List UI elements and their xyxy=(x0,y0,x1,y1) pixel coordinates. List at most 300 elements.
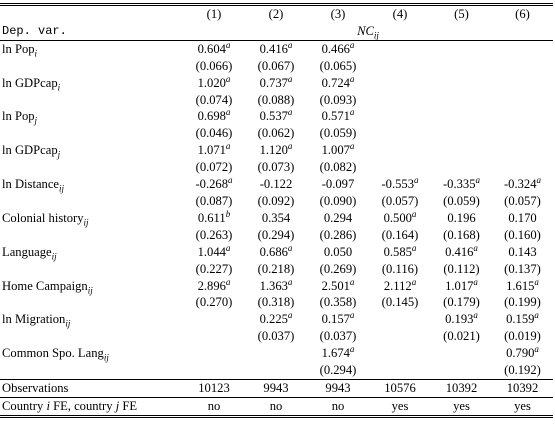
standard-error-cell xyxy=(245,125,307,142)
se-row xyxy=(0,328,553,345)
standard-error-cell xyxy=(492,261,553,278)
column-number: (4) xyxy=(392,7,408,21)
variable-label: ln Distance xyxy=(2,177,60,192)
coefficient-cell xyxy=(369,108,431,125)
coefficient-value: 2.896 xyxy=(197,278,226,293)
variable-subscript: ij xyxy=(65,318,71,329)
coefficient-cell xyxy=(183,142,245,159)
coefficient-cell xyxy=(183,278,245,295)
variable-label-cell xyxy=(0,210,183,227)
coefficient-value: 0.170 xyxy=(508,210,537,225)
standard-error-cell xyxy=(183,125,245,142)
coef-row xyxy=(0,244,553,261)
coefficient-value: 1.007 xyxy=(321,143,350,158)
standard-error-cell xyxy=(369,159,431,176)
standard-error-cell xyxy=(307,362,369,379)
coefficient-value: 0.604 xyxy=(197,41,226,56)
significance-marker: a xyxy=(534,310,539,321)
coefficient-cell xyxy=(245,210,307,227)
standard-error-value: (0.270) xyxy=(195,295,233,310)
column-number-cell xyxy=(369,5,431,23)
standard-error-value: (0.059) xyxy=(319,126,357,141)
significance-marker: a xyxy=(225,242,231,253)
standard-error-value: (0.037) xyxy=(257,329,295,344)
coefficient-cell xyxy=(431,176,492,193)
significance-marker: a xyxy=(534,276,539,287)
fe-label-mid: FE, country xyxy=(49,398,116,413)
coefficient-value: 0.500 xyxy=(383,210,412,225)
coefficient-value: -0.268 xyxy=(195,177,229,192)
se-label-blank xyxy=(0,159,183,176)
significance-marker: a xyxy=(349,310,355,321)
standard-error-cell xyxy=(492,193,553,210)
standard-error-cell xyxy=(369,328,431,345)
standard-error-value: (0.145) xyxy=(381,295,419,310)
column-number-cell xyxy=(431,5,492,23)
significance-marker: a xyxy=(225,141,231,152)
standard-error-value: (0.218) xyxy=(257,261,295,276)
observations-value: 10392 xyxy=(506,380,539,395)
significance-marker: a xyxy=(225,107,231,118)
standard-error-cell xyxy=(245,58,307,75)
significance-marker: a xyxy=(287,141,293,152)
variable-label: ln Pop xyxy=(2,109,35,124)
fixed-effects-value-cell xyxy=(431,397,492,416)
observations-label-cell xyxy=(0,379,183,397)
depvar-name-cell xyxy=(183,23,553,40)
coef-row xyxy=(0,142,553,159)
depvar-label: Dep. var. xyxy=(2,23,67,38)
coefficient-value: 1.020 xyxy=(197,75,226,90)
se-label-blank xyxy=(0,125,183,142)
se-label-blank xyxy=(0,261,183,278)
observations-value-cell xyxy=(369,379,431,397)
standard-error-cell xyxy=(369,125,431,142)
coefficient-cell xyxy=(492,210,553,227)
standard-error-value: (0.116) xyxy=(381,261,419,276)
significance-marker: a xyxy=(411,242,417,253)
significance-marker: a xyxy=(411,208,417,219)
variable-label-cell xyxy=(0,278,183,295)
column-number: (6) xyxy=(515,7,530,21)
coefficient-cell xyxy=(183,75,245,92)
coefficient-cell xyxy=(307,40,369,57)
standard-error-value: (0.067) xyxy=(257,58,295,73)
coef-row xyxy=(0,311,553,328)
significance-marker: a xyxy=(536,174,542,185)
coef-row xyxy=(0,210,553,227)
standard-error-value: (0.164) xyxy=(381,227,419,242)
standard-error-cell xyxy=(245,193,307,210)
standard-error-cell xyxy=(245,227,307,244)
standard-error-value: (0.088) xyxy=(257,92,295,107)
se-row xyxy=(0,125,553,142)
standard-error-value: (0.062) xyxy=(257,126,295,141)
standard-error-cell xyxy=(307,227,369,244)
coefficient-cell xyxy=(431,210,492,227)
column-number-cell xyxy=(183,5,245,23)
variable-subscript: ij xyxy=(59,183,65,194)
variable-subscript: ij xyxy=(51,251,57,262)
coefficient-cell xyxy=(307,75,369,92)
observations-value-cell xyxy=(431,379,492,397)
coefficient-cell xyxy=(183,210,245,227)
coefficient-value: -0.553 xyxy=(381,177,415,192)
coefficient-cell xyxy=(245,75,307,92)
standard-error-cell xyxy=(183,261,245,278)
standard-error-value: (0.021) xyxy=(443,329,480,344)
coef-row xyxy=(0,40,553,57)
fixed-effects-value: no xyxy=(331,398,345,413)
fixed-effects-value-cell xyxy=(369,397,431,416)
standard-error-cell xyxy=(492,159,553,176)
coefficient-cell xyxy=(431,75,492,92)
standard-error-value: (0.037) xyxy=(319,329,357,344)
se-label-blank xyxy=(0,193,183,210)
standard-error-cell xyxy=(183,193,245,210)
column-number-cell xyxy=(245,5,307,23)
standard-error-value: (0.318) xyxy=(257,295,295,310)
coefficient-value: 0.416 xyxy=(445,244,474,259)
coefficient-cell xyxy=(431,108,492,125)
significance-marker: a xyxy=(411,276,417,287)
variable-subscript: i xyxy=(57,82,61,93)
coefficient-value: 0.294 xyxy=(323,210,353,225)
standard-error-value: (0.192) xyxy=(504,363,541,378)
depvar-row xyxy=(0,23,553,40)
depvar-label-cell xyxy=(0,23,183,40)
header-blank-cell xyxy=(0,5,183,23)
coefficient-cell xyxy=(307,142,369,159)
variable-label-cell xyxy=(0,345,183,362)
coefficient-cell xyxy=(369,75,431,92)
standard-error-cell xyxy=(307,125,369,142)
significance-marker: a xyxy=(228,174,233,185)
standard-error-cell xyxy=(245,261,307,278)
standard-error-cell xyxy=(492,125,553,142)
significance-marker: a xyxy=(225,276,231,287)
coefficient-value: 0.537 xyxy=(259,109,288,124)
coefficient-cell xyxy=(245,142,307,159)
se-row xyxy=(0,193,553,210)
significance-marker: a xyxy=(287,276,293,287)
se-row xyxy=(0,294,553,311)
fixed-effects-value: yes xyxy=(514,398,531,413)
coefficient-cell xyxy=(431,40,492,57)
fixed-effects-value-cell xyxy=(183,397,245,416)
se-label-blank xyxy=(0,328,183,345)
coefficient-cell xyxy=(245,311,307,328)
coefficient-value: 0.225 xyxy=(259,312,288,327)
se-label-blank xyxy=(0,58,183,75)
variable-subscript: ij xyxy=(83,217,89,228)
se-label-blank xyxy=(0,92,183,109)
fixed-effects-value: no xyxy=(269,398,283,413)
significance-marker: a xyxy=(349,276,355,287)
standard-error-cell xyxy=(492,92,553,109)
se-row xyxy=(0,159,553,176)
standard-error-value: (0.046) xyxy=(195,126,233,141)
coefficient-value: 0.698 xyxy=(197,109,226,124)
standard-error-cell xyxy=(369,58,431,75)
standard-error-value: (0.269) xyxy=(319,261,357,276)
coefficient-cell xyxy=(307,345,369,362)
regression-table xyxy=(0,3,553,418)
column-number-cell xyxy=(307,5,369,23)
standard-error-cell xyxy=(431,92,492,109)
variable-subscript: ij xyxy=(87,285,93,296)
coefficient-cell xyxy=(431,278,492,295)
coefficient-cell xyxy=(183,311,245,328)
standard-error-cell xyxy=(307,193,369,210)
fixed-effects-value: yes xyxy=(453,398,470,413)
standard-error-cell xyxy=(245,294,307,311)
standard-error-cell xyxy=(492,58,553,75)
standard-error-cell xyxy=(183,159,245,176)
coefficient-cell xyxy=(245,40,307,57)
standard-error-value: (0.199) xyxy=(504,295,541,310)
significance-marker: a xyxy=(349,39,355,50)
coefficient-value: 0.143 xyxy=(508,244,537,259)
coefficient-cell xyxy=(431,311,492,328)
observations-value: 9943 xyxy=(325,380,351,395)
standard-error-cell xyxy=(183,227,245,244)
coefficient-cell xyxy=(307,278,369,295)
coefficient-cell xyxy=(369,176,431,193)
fixed-effects-value: yes xyxy=(391,398,409,413)
coefficient-value: 0.571 xyxy=(321,109,350,124)
standard-error-cell xyxy=(183,92,245,109)
fixed-effects-row xyxy=(0,397,553,416)
column-number-cell xyxy=(492,5,553,23)
standard-error-cell xyxy=(245,92,307,109)
standard-error-value: (0.137) xyxy=(504,261,541,276)
standard-error-value: (0.179) xyxy=(443,295,480,310)
fixed-effects-value: no xyxy=(207,398,221,413)
coef-row xyxy=(0,345,553,362)
se-row xyxy=(0,362,553,379)
standard-error-cell xyxy=(307,92,369,109)
coef-row xyxy=(0,75,553,92)
variable-subscript: ij xyxy=(103,352,109,363)
coefficient-cell xyxy=(492,345,553,362)
standard-error-value: (0.073) xyxy=(257,160,295,175)
significance-marker: a xyxy=(473,310,478,321)
coefficient-value: 1.363 xyxy=(259,278,288,293)
coefficient-value: 2.501 xyxy=(321,278,350,293)
significance-marker: a xyxy=(349,343,355,354)
standard-error-cell xyxy=(431,294,492,311)
variable-label-cell xyxy=(0,108,183,125)
observations-row xyxy=(0,379,553,397)
standard-error-cell xyxy=(245,159,307,176)
coefficient-value: 0.790 xyxy=(506,346,535,361)
se-row xyxy=(0,58,553,75)
standard-error-cell xyxy=(431,362,492,379)
standard-error-value: (0.082) xyxy=(319,160,357,175)
coefficient-cell xyxy=(183,176,245,193)
coefficient-cell xyxy=(307,244,369,261)
standard-error-cell xyxy=(431,125,492,142)
variable-label-cell xyxy=(0,176,183,193)
standard-error-value: (0.227) xyxy=(195,261,233,276)
standard-error-value: (0.059) xyxy=(443,193,480,208)
fixed-effects-value-cell xyxy=(307,397,369,416)
coefficient-value: 0.724 xyxy=(321,75,350,90)
coefficient-value: 1.017 xyxy=(445,278,474,293)
standard-error-value: (0.112) xyxy=(443,261,480,276)
se-label-blank xyxy=(0,362,183,379)
coefficient-cell xyxy=(431,244,492,261)
observations-value: 10392 xyxy=(445,380,478,395)
standard-error-value: (0.286) xyxy=(319,227,357,242)
standard-error-value: (0.074) xyxy=(195,92,233,107)
coefficient-cell xyxy=(307,311,369,328)
standard-error-cell xyxy=(369,92,431,109)
coefficient-cell xyxy=(307,210,369,227)
standard-error-value: (0.019) xyxy=(504,329,541,344)
standard-error-value: (0.057) xyxy=(504,193,541,208)
se-row xyxy=(0,92,553,109)
coefficient-cell xyxy=(307,108,369,125)
standard-error-value: (0.066) xyxy=(195,58,233,73)
observations-value: 10576 xyxy=(384,380,416,395)
significance-marker: a xyxy=(225,39,231,50)
coefficient-cell xyxy=(245,278,307,295)
standard-error-cell xyxy=(431,193,492,210)
column-number: (1) xyxy=(206,7,222,21)
coefficient-value: 0.686 xyxy=(259,244,288,259)
significance-marker: a xyxy=(287,73,293,84)
variable-label: Home Campaign xyxy=(2,278,88,293)
coefficient-cell xyxy=(369,210,431,227)
coef-row xyxy=(0,108,553,125)
standard-error-cell xyxy=(431,261,492,278)
coefficient-cell xyxy=(492,176,553,193)
coefficient-value: 1.120 xyxy=(259,143,288,158)
significance-marker: a xyxy=(225,73,231,84)
variable-label: Language xyxy=(2,244,52,259)
significance-marker: a xyxy=(287,107,293,118)
standard-error-cell xyxy=(369,261,431,278)
standard-error-cell xyxy=(183,58,245,75)
coefficient-cell xyxy=(369,311,431,328)
depvar-name: NC xyxy=(357,23,374,38)
coefficient-value: -0.097 xyxy=(321,177,355,192)
standard-error-cell xyxy=(492,294,553,311)
significance-marker: a xyxy=(349,73,355,84)
coefficient-cell xyxy=(245,108,307,125)
coefficient-value: 0.159 xyxy=(506,312,535,327)
coefficient-cell xyxy=(183,40,245,57)
variable-label: ln Migration xyxy=(2,312,66,327)
significance-marker: a xyxy=(475,174,481,185)
variable-label-cell xyxy=(0,40,183,57)
coefficient-cell xyxy=(492,108,553,125)
coefficient-value: 0.416 xyxy=(259,41,288,56)
significance-marker: a xyxy=(287,39,293,50)
observations-value: 9943 xyxy=(263,380,289,395)
coefficient-cell xyxy=(492,40,553,57)
observations-value-cell xyxy=(307,379,369,397)
standard-error-cell xyxy=(431,58,492,75)
se-label-blank xyxy=(0,294,183,311)
standard-error-cell xyxy=(245,328,307,345)
coefficient-value: 0.193 xyxy=(445,312,474,327)
significance-marker: a xyxy=(534,343,539,354)
variable-label: Common Spo. Lang xyxy=(2,346,104,361)
standard-error-value: (0.090) xyxy=(319,193,357,208)
significance-marker: a xyxy=(287,310,293,321)
coefficient-value: 0.196 xyxy=(447,210,476,225)
coefficient-cell xyxy=(183,108,245,125)
coefficient-value: 1.615 xyxy=(506,278,535,293)
coefficient-value: 0.157 xyxy=(321,312,350,327)
standard-error-cell xyxy=(492,227,553,244)
coefficient-value: -0.335 xyxy=(442,177,476,192)
coefficient-cell xyxy=(245,244,307,261)
coefficient-cell xyxy=(492,244,553,261)
fe-index-j: j xyxy=(115,398,120,413)
standard-error-value: (0.057) xyxy=(381,193,419,208)
standard-error-cell xyxy=(183,328,245,345)
variable-label-cell xyxy=(0,311,183,328)
significance-marker: a xyxy=(473,242,478,253)
coefficient-value: 1.674 xyxy=(321,346,350,361)
standard-error-value: (0.168) xyxy=(443,227,480,242)
depvar-subscript: ij xyxy=(373,30,379,41)
se-label-blank xyxy=(0,227,183,244)
coefficient-value: 2.112 xyxy=(383,278,412,293)
coefficient-value: 0.050 xyxy=(323,244,353,259)
standard-error-value: (0.072) xyxy=(195,160,233,175)
column-number: (3) xyxy=(330,7,346,21)
coefficient-value: 0.737 xyxy=(259,75,288,90)
significance-marker: a xyxy=(287,242,293,253)
coefficient-cell xyxy=(492,75,553,92)
variable-label-cell xyxy=(0,142,183,159)
coefficient-value: 0.611 xyxy=(197,210,226,225)
coefficient-cell xyxy=(369,142,431,159)
observations-value-cell xyxy=(492,379,553,397)
coef-row xyxy=(0,278,553,295)
fixed-effects-value-cell xyxy=(492,397,553,416)
standard-error-value: (0.087) xyxy=(195,193,233,208)
standard-error-cell xyxy=(431,328,492,345)
standard-error-cell xyxy=(492,362,553,379)
standard-error-cell xyxy=(307,261,369,278)
standard-error-cell xyxy=(183,362,245,379)
significance-marker: a xyxy=(414,174,419,185)
standard-error-cell xyxy=(492,328,553,345)
coefficient-cell xyxy=(431,142,492,159)
coefficient-cell xyxy=(369,345,431,362)
standard-error-cell xyxy=(245,362,307,379)
se-row xyxy=(0,261,553,278)
coefficient-cell xyxy=(245,176,307,193)
column-header-row xyxy=(0,5,553,23)
coefficient-cell xyxy=(369,244,431,261)
observations-value-cell xyxy=(183,379,245,397)
standard-error-cell xyxy=(431,227,492,244)
standard-error-cell xyxy=(307,328,369,345)
standard-error-cell xyxy=(369,193,431,210)
significance-marker: a xyxy=(473,276,478,287)
standard-error-value: (0.294) xyxy=(319,363,357,378)
coefficient-value: -0.122 xyxy=(259,177,293,192)
fe-index-i: i xyxy=(46,398,50,413)
standard-error-cell xyxy=(307,58,369,75)
